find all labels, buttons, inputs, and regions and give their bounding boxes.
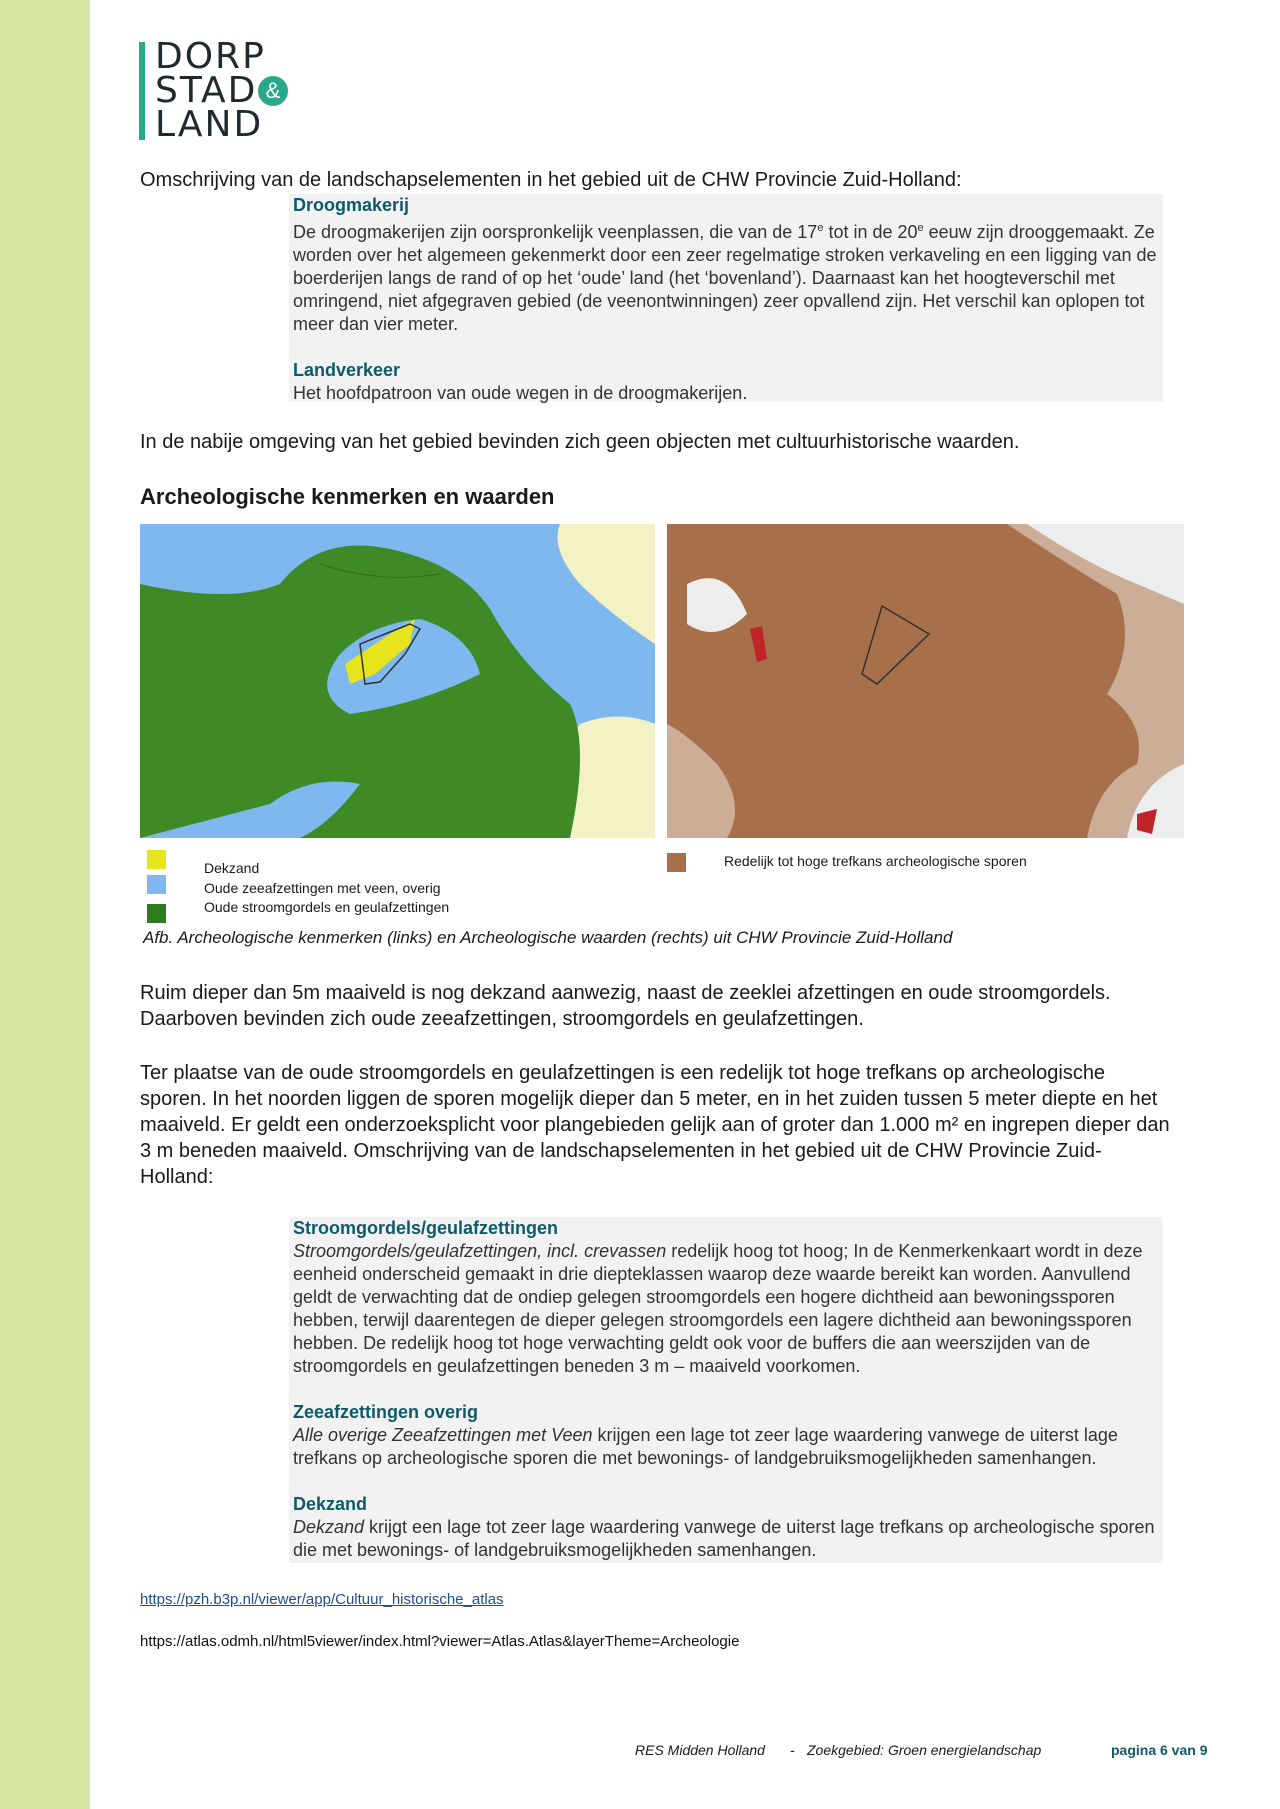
section-heading-archeologie: Archeologische kenmerken en waarden bbox=[140, 484, 555, 509]
legend-swatch-trefkans bbox=[667, 853, 686, 872]
legend-swatch-stroom bbox=[147, 904, 166, 923]
valuation-box bbox=[289, 1217, 1163, 1563]
footer-separator: - bbox=[790, 1742, 795, 1758]
objects-paragraph: In de nabije omgeving van het gebied bevinden zich geen objecten met cultuurhistorische waarden. bbox=[140, 431, 1020, 453]
kenmerken-map bbox=[140, 524, 655, 838]
box-text-zeeafzettingen: Alle overige Zeeafzettingen met Veen krijgen een lage tot zeer lage waardering vanwege de uiterst lage trefkans op archeologische sporen die met bewonings- of landgebruiksmogelijkheden samenhangen. bbox=[293, 1425, 1118, 1468]
dekzand-paragraph: Ruim dieper dan 5m maaiveld is nog dekzand aanwezig, naast de zeeklei afzettingen en oude stroomgordels. Daarboven bevinden zich oude zeeafzettingen, stroomgordels en geulafzettingen. bbox=[140, 982, 1111, 1030]
box-heading-stroomgordels: Stroomgordels/geulafzettingen bbox=[293, 1218, 559, 1238]
box-heading-landverkeer: Landverkeer bbox=[293, 360, 401, 380]
box-heading-dekzand: Dekzand bbox=[293, 1494, 368, 1514]
logo-line-1: DORP bbox=[155, 36, 266, 77]
odmh-atlas-url: https://atlas.odmh.nl/html5viewer/index.html?viewer=Atlas.Atlas&layerTheme=Archeologie bbox=[140, 1633, 740, 1650]
box-text-landverkeer: Het hoofdpatroon van oude wegen in de droogmakerijen. bbox=[293, 383, 748, 403]
box-text-droogmakerij: De droogmakerijen zijn oorspronkelijk veenplassen, die van de 17e tot in de 20e eeuw zijn drooggemaakt. Ze worden over het algemeen gekenmerkt door een zeer regelmatige stroken verkaveling en een ligging van de boerderijen langs de rand of op het ‘oude’ land (het ‘bovenland’). Daarnaast kan het hoogteverschil met omringend, niet afgegraven gebied (de veenontwinningen) zeer opvallend zijn. Het verschil kan oplopen tot meer dan vier meter. bbox=[293, 222, 1157, 334]
logo-line-2: STAD bbox=[155, 70, 258, 111]
legend-label-stroom: Oude stroomgordels en geulafzettingen bbox=[204, 899, 450, 915]
legend-label-trefkans: Redelijk tot hoge trefkans archeologische sporen bbox=[724, 853, 1027, 869]
trefkans-paragraph: Ter plaatse van de oude stroomgordels en geulafzettingen is een redelijk tot hoge trefkans op archeologische sporen. In het noorden liggen de sporen mogelijk dieper dan 5 meter, en in het zuiden tussen 5 meter diepte en het maaiveld. Er geldt een onderzoeksplicht voor plangebieden gelijk aan of groter dan 1.000 m² en ingrepen dieper dan 3 m beneden maaiveld. Omschrijving van de landschapselementen in het gebied uit de CHW Provincie Zuid-Holland: bbox=[140, 1062, 1170, 1188]
footer-page-number: pagina 6 van 9 bbox=[1111, 1742, 1208, 1758]
page-sidebar bbox=[0, 0, 90, 1809]
landscape-box bbox=[289, 194, 1163, 402]
box-text-stroomgordels: Stroomgordels/geulafzettingen, incl. crevassen redelijk hoog tot hoog; In de Kenmerkenkaart wordt in deze eenheid onderscheid gemaakt in drie diepteklassen waarop deze waarde bereikt kan worden. Aanvullend geldt de verwachting dat de ondiep gelegen stroomgordels een hogere dichtheid aan bewoningssporen hebben, terwijl daarentegen de dieper gelegen stroomgordels een lagere dichtheid aan bewoningssporen hebben. De redelijk hoog tot hoge verwachting geldt ook voor de buffers die aan weerszijden van de stroomgordels en geulafzettingen beneden 3 m – maaiveld voorkomen. bbox=[293, 1241, 1143, 1376]
logo-ampersand: & bbox=[258, 76, 288, 106]
legend-label-zee: Oude zeeafzettingen met veen, overig bbox=[204, 880, 441, 896]
legend-swatch-dekzand bbox=[147, 850, 166, 869]
intro-paragraph: Omschrijving van de landschapselementen in het gebied uit de CHW Provincie Zuid-Holland: bbox=[140, 169, 962, 191]
box-text-dekzand: Dekzand krijgt een lage tot zeer lage waardering vanwege de uiterst lage trefkans op archeologische sporen die met bewonings- of landgebruiksmogelijkheden samenhangen. bbox=[293, 1517, 1155, 1560]
box-heading-droogmakerij: Droogmakerij bbox=[293, 195, 410, 215]
legend-label-dekzand: Dekzand bbox=[204, 860, 260, 876]
logo-bar bbox=[139, 42, 145, 140]
footer-area: Zoekgebied: Groen energielandschap bbox=[807, 1742, 1042, 1758]
box-heading-zeeafzettingen: Zeeafzettingen overig bbox=[293, 1402, 479, 1422]
logo-line-3: LAND bbox=[155, 104, 264, 145]
waarden-map bbox=[667, 524, 1184, 838]
footer-document: RES Midden Holland bbox=[635, 1742, 765, 1758]
legend-swatch-zee bbox=[147, 875, 166, 894]
cultuurhistorische-atlas-link[interactable]: https://pzh.b3p.nl/viewer/app/Cultuur_historische_atlas bbox=[140, 1591, 504, 1608]
dorp-stad-land-logo bbox=[139, 36, 299, 145]
figure-caption: Afb. Archeologische kenmerken (links) en Archeologische waarden (rechts) uit CHW Provincie Zuid-Holland bbox=[143, 928, 953, 947]
